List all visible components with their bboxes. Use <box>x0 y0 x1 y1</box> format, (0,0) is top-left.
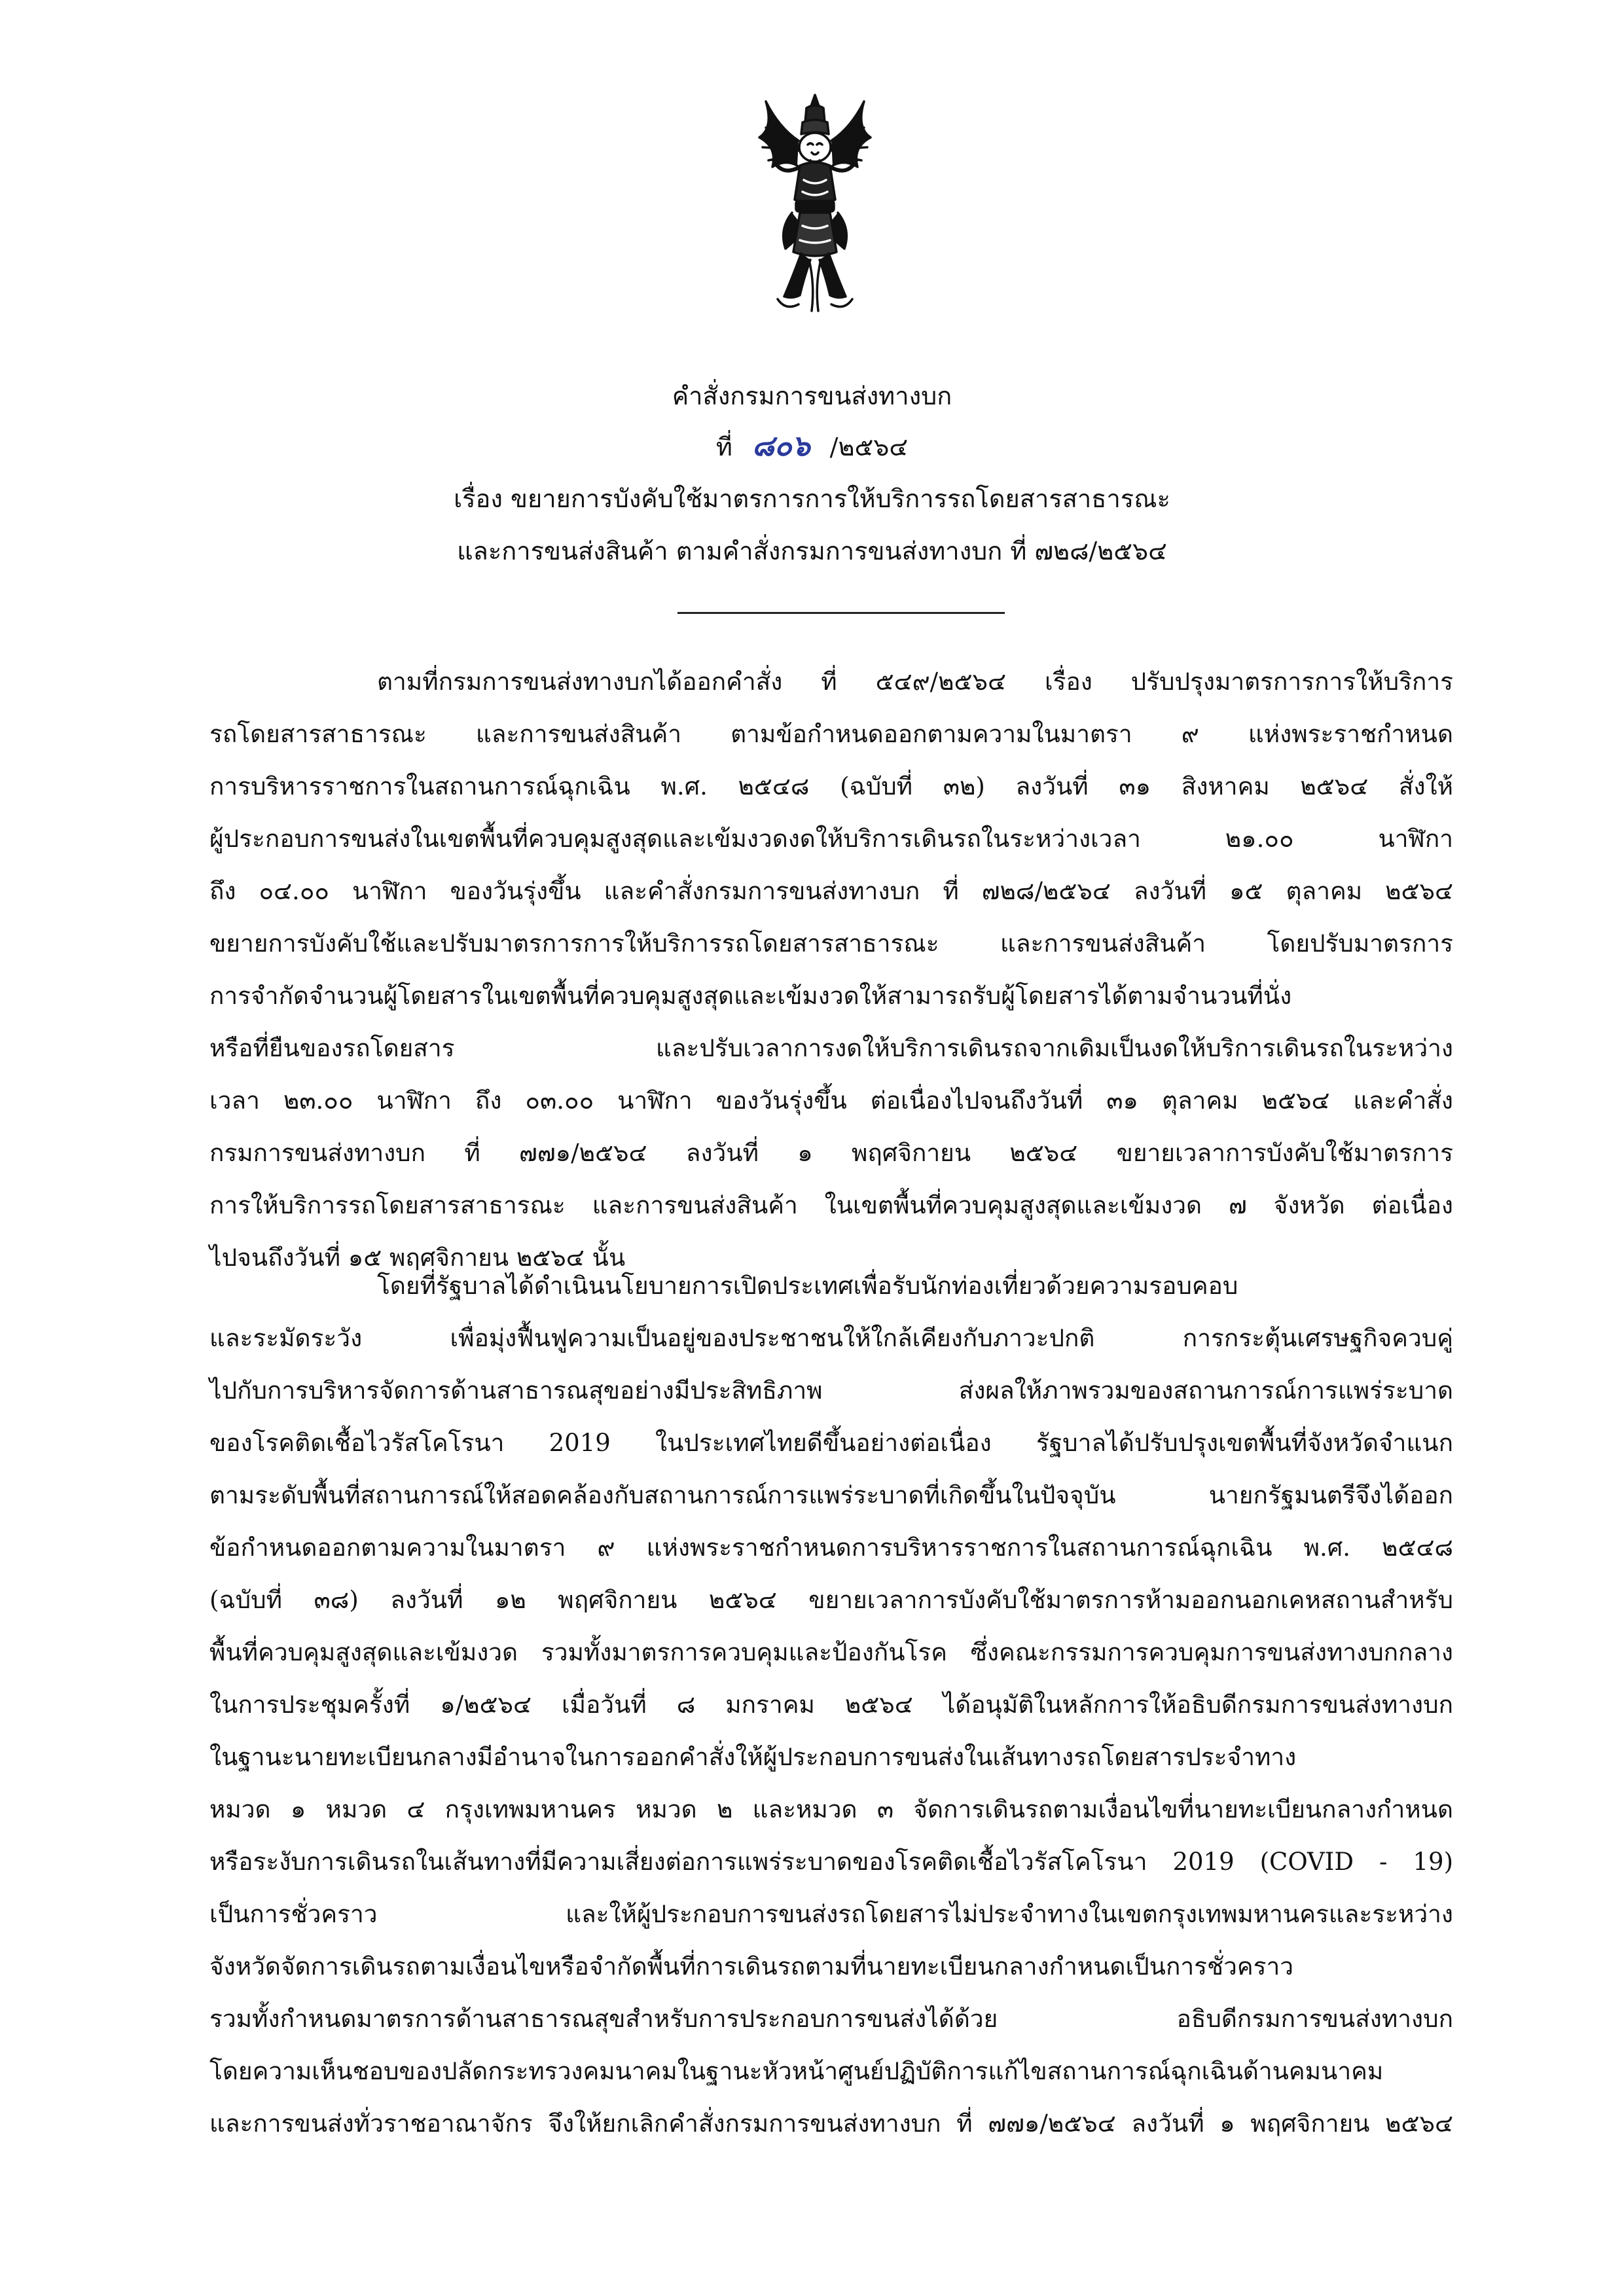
paragraph-line: หรือระงับการเดินรถในเส้นทางที่มีความเสี่ยงต่อการแพร่ระบาดของโรคติดเชื้อไวรัสโคโรนา 2019 (COVID - 19) <box>209 1848 1453 1876</box>
paragraph-line: ถึง ๐๔.๐๐ นาฬิกา ของวันรุ่งขึ้น และคำสั่งกรมการขนส่งทางบก ที่ ๗๒๘/๒๕๖๔ ลงวันที่ ๑๕ ตุลาคม ๒๕๖๔ <box>209 877 1453 905</box>
paragraph-line: ในฐานะนายทะเบียนกลางมีอำนาจในการออกคำสั่งให้ผู้ประกอบการขนส่งในเส้นทางรถโดยสารประจำทาง <box>209 1743 1297 1771</box>
paragraph-line: ไปจนถึงวันที่ ๑๕ พฤศจิกายน ๒๕๖๔ นั้น <box>209 1244 626 1272</box>
paragraph-line: โดยความเห็นชอบของปลัดกระทรวงคมนาคมในฐานะหัวหน้าศูนย์ปฏิบัติการแก้ไขสถานการณ์ฉุกเฉินด้านคมนาคม <box>209 2057 1384 2085</box>
paragraph-line: ขยายการบังคับใช้และปรับมาตรการการให้บริการรถโดยสารสาธารณะ และการขนส่งสินค้า โดยปรับมาตรการ <box>209 929 1453 958</box>
subject-line-2: และการขนส่งสินค้า ตามคำสั่งกรมการขนส่งทางบก ที่ ๗๒๘/๒๕๖๔ <box>457 537 1167 565</box>
order-number-handwritten: ๘๐๖ <box>751 429 810 463</box>
paragraph-line: ไปกับการบริหารจัดการด้านสาธารณสุขอย่างมีประสิทธิภาพ ส่งผลให้ภาพรวมของสถานการณ์การแพร่ระบาด <box>209 1376 1453 1405</box>
title-divider <box>677 612 1005 614</box>
paragraph-line: การบริหารราชการในสถานการณ์ฉุกเฉิน พ.ศ. ๒๕๔๘ (ฉบับที่ ๓๒) ลงวันที่ ๓๑ สิงหาคม ๒๕๖๔ สั่งให้ <box>209 772 1453 800</box>
subject-line-1: เรื่อง ขยายการบังคับใช้มาตรการการให้บริการรถโดยสารสาธารณะ <box>454 484 1170 513</box>
paragraph-line: หมวด ๑ หมวด ๔ กรุงเทพมหานคร หมวด ๒ และหมวด ๓ จัดการเดินรถตามเงื่อนไขที่นายทะเบียนกลางกำหนด <box>209 1795 1453 1823</box>
paragraph-1 <box>209 656 1453 1284</box>
paragraph-line: จังหวัดจัดการเดินรถตามเงื่อนไขหรือจำกัดพื้นที่การเดินรถตามที่นายทะเบียนกลางกำหนดเป็นการชั่วคราว <box>209 1952 1294 1981</box>
paragraph-line: ตามระดับพื้นที่สถานการณ์ให้สอดคล้องกับสถานการณ์การแพร่ระบาดที่เกิดขึ้นในปัจจุบัน นายกรัฐมนตรีจึงได้ออก <box>209 1481 1453 1509</box>
paragraph-line: หรือที่ยืนของรถโดยสาร และปรับเวลาการงดให้บริการเดินรถจากเดิมเป็นงดให้บริการเดินรถในระหว่าง <box>209 1034 1453 1062</box>
paragraph-line: รถโดยสารสาธารณะ และการขนส่งสินค้า ตามข้อกำหนดออกตามความในมาตรา ๙ แห่งพระราชกำหนด <box>209 720 1453 748</box>
paragraph-line: และระมัดระวัง เพื่อมุ่งฟื้นฟูความเป็นอยู่ของประชาชนให้ใกล้เคียงกับภาวะปกติ การกระตุ้นเศรษฐกิจควบคู่ <box>209 1324 1453 1352</box>
order-title: คำสั่งกรมการขนส่งทางบก <box>672 382 952 410</box>
paragraph-line: ข้อกำหนดออกตามความในมาตรา ๙ แห่งพระราชกำหนดการบริหารราชการในสถานการณ์ฉุกเฉิน พ.ศ. ๒๕๔๘ <box>209 1534 1453 1562</box>
paragraph-line: กรมการขนส่งทางบก ที่ ๗๗๑/๒๕๖๔ ลงวันที่ ๑ พฤศจิกายน ๒๕๖๔ ขยายเวลาการบังคับใช้มาตรการ <box>209 1139 1453 1167</box>
paragraph-line: ตามที่กรมการขนส่งทางบกได้ออกคำสั่ง ที่ ๕๔๙/๒๕๖๔ เรื่อง ปรับปรุงมาตรการการให้บริการ <box>377 668 1453 696</box>
paragraph-line: การให้บริการรถโดยสารสาธารณะ และการขนส่งสินค้า ในเขตพื้นที่ควบคุมสูงสุดและเข้มงวด ๗ จังหวัด ต่อเนื่อง <box>209 1191 1453 1219</box>
order-number <box>0 427 1624 467</box>
paragraph-line: ในการประชุมครั้งที่ ๑/๒๕๖๔ เมื่อวันที่ ๘ มกราคม ๒๕๖๔ ได้อนุมัติในหลักการให้อธิบดีกรมการขนส่งทางบก <box>209 1691 1453 1719</box>
paragraph-line: พื้นที่ควบคุมสูงสุดและเข้มงวด รวมทั้งมาตรการควบคุมและป้องกันโรค ซึ่งคณะกรรมการควบคุมการขนส่งทางบกกลาง <box>209 1638 1453 1666</box>
paragraph-line: (ฉบับที่ ๓๘) ลงวันที่ ๑๒ พฤศจิกายน ๒๕๖๔ ขยายเวลาการบังคับใช้มาตรการห้ามออกนอกเคหสถานสำหรับ <box>209 1586 1453 1614</box>
paragraph-line: และการขนส่งทั่วราชอาณาจักร จึงให้ยกเลิกคำสั่งกรมการขนส่งทางบก ที่ ๗๗๑/๒๕๖๔ ลงวันที่ ๑ พฤศจิกายน ๒๕๖๔ <box>209 2109 1453 2138</box>
paragraph-line: เป็นการชั่วคราว และให้ผู้ประกอบการขนส่งรถโดยสารไม่ประจำทางในเขตกรุงเทพมหานครและระหว่าง <box>209 1900 1453 1928</box>
paragraph-2 <box>209 1260 1453 2150</box>
paragraph-line: ของโรคติดเชื้อไวรัสโคโรนา 2019 ในประเทศไทยดีขึ้นอย่างต่อเนื่อง รัฐบาลได้ปรับปรุงเขตพื้นที่จังหวัดจำแนก <box>209 1429 1453 1457</box>
paragraph-line: รวมทั้งกำหนดมาตรการด้านสาธารณสุขสำหรับการประกอบการขนส่งได้ด้วย อธิบดีกรมการขนส่งทางบก <box>209 2005 1453 2033</box>
paragraph-line: การจำกัดจำนวนผู้โดยสารในเขตพื้นที่ควบคุมสูงสุดและเข้มงวดให้สามารถรับผู้โดยสารได้ตามจำนวนที่นั่ง <box>209 982 1292 1010</box>
order-number-prefix: ที่ <box>715 433 732 461</box>
order-number-suffix: /๒๕๖๔ <box>829 433 909 461</box>
paragraph-line: โดยที่รัฐบาลได้ดำเนินนโยบายการเปิดประเทศเพื่อรับนักท่องเที่ยวด้วยความรอบคอบ <box>377 1272 1238 1300</box>
paragraph-line: ผู้ประกอบการขนส่งในเขตพื้นที่ควบคุมสูงสุดและเข้มงวดงดให้บริการเดินรถในระหว่างเวลา ๒๑.๐๐ นาฬิกา <box>209 825 1453 853</box>
paragraph-line: เวลา ๒๓.๐๐ นาฬิกา ถึง ๐๓.๐๐ นาฬิกา ของวันรุ่งขึ้น ต่อเนื่องไปจนถึงวันที่ ๓๑ ตุลาคม ๒๕๖๔ และคำสั่ง <box>209 1086 1453 1115</box>
garuda-emblem-icon <box>746 88 884 321</box>
